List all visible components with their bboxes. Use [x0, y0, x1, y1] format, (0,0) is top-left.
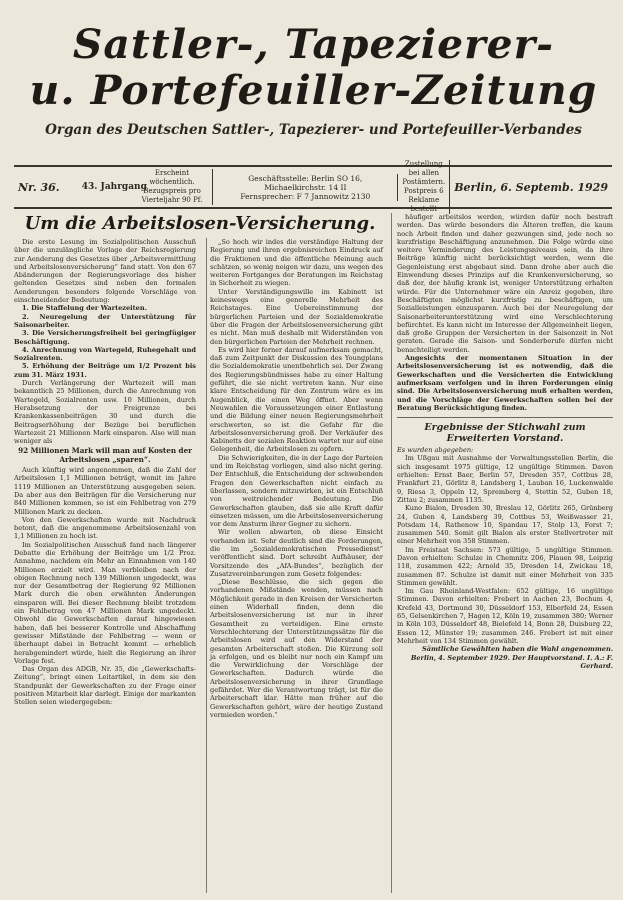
paragraph: Durch Verlängerung der Wartezeit will man bekanntlich 25 Millionen, durch die Anrechnung von Wartegeld, Sozialrenten usw. 10 Millionen, durch Herabsetzung der Freigrenze bei Krankenkassenbeiträgen 30 und durch die Beitragserhöhung der Bezüge bei beruflichen Wartezeit 21 Millionen Mark einsparen. Also will man weniger als [14, 379, 196, 446]
paragraph: Es wurden abgegeben: [397, 446, 474, 455]
section-divider [397, 417, 613, 418]
article-column-3 [391, 213, 613, 893]
paragraph: Angesichts der momentanen Situation in der Arbeitslosenversicherung ist es notwendig, daß die Gewerkschaften und die Versicherten die Entwicklung aufmerksam verfolgen und in ihren Forderungen einig sind. Die Arbeitslosenversicherung muß erhalten werden, und die Vorschläge der Gewerkschaften sollen bei der Beratung Berücksichtigung finden. [397, 354, 613, 412]
office-address-line1: Geschäftsstelle: Berlin SO 16, Michaelkirchstr. 14 II [248, 173, 363, 192]
masthead-title-line1: Sattler-, Tapezierer- [72, 21, 555, 68]
paragraph: Im Gau Rheinland-Westfalen: 652 gültige, 16 ungültige Stimmen. Davon erhielten: Frebert in Aachen 23, Bochum 4, Krefeld 43, Dortmund 30, Düsseldorf 153, Elberfeld 24, Essen 65, Gelsenkirchen 7, Hagen 12, Köln 19, zusammen 380; Werner in Köln 103, Düsseldorf 48, Bielefeld 14, Bonn 28, Duisburg 22, Essen 12, Münster 19; zusammen 246. Frebert ist mit einer Mehrheit von 134 Stimmen gewählt. [397, 587, 613, 645]
paragraph: Kuno Bialon, Dresden 30, Breslau 12, Görlitz 265, Grünberg 24, Guben 4, Landsberg 39, Cottbus 53, Weißwasser 21, Potsdam 14, Rathenow 10, Spandau 17, Stolp 13, Forst 7; zusammen 540. Somit gilt Bialon als erster Stellvertreter mit einer Mehrheit von 358 Stimmen. [397, 504, 613, 546]
paragraph: Im Freistaat Sachsen: 573 gültige, 5 ungültige Stimmen. Davon erhielten: Schulze in Chemnitz 206, Plauen 98, Leipzig 118, zusammen 422; Arnold 35, Dresden 14, Zwickau 18, zusammen 87. Schulze ist damit mit einer Mehrheit von 335 Stimmen gewählt. [397, 545, 613, 587]
paragraph: 3. Die Versicherungsfreiheit bei geringfügiger Beschäftigung. [14, 329, 196, 346]
paragraph: 2. Neuregelung der Unterstützung für Saisonarbeiter. [14, 312, 196, 329]
paragraph: Unter Verständigungswille im Kabinett ist keineswegs eine generelle Mehrheit des Reichstages. Eine Uebereinstimmung der bürgerlichen Parteien und der Sozialdemokratie über die Fragen der Arbeitslosenversicherung gibt es nicht. Man muß deshalb mit Widerständen von den bürgerlichen Parteien der Mehrheit rechnen. [210, 287, 383, 346]
signature: Sämtliche Gewählten haben die Wahl angenommen. Berlin, 4. September 1929. Der Hauptvorstand. I. A.: F. Gerhard. [410, 645, 613, 670]
office-address [213, 174, 398, 201]
paragraph: 1. Die Staffelung der Wartezeiten. [22, 304, 147, 313]
issue-number: Nr. 36. [18, 180, 60, 194]
paragraph: Von den Gewerkschaften wurde mit Nachdruck betont, daß die angenommene Arbeitslosenzahl von 1,1 Millionen zu hoch ist. [14, 515, 196, 541]
paragraph: Auch künftig wird angenommen, daß die Zahl der Arbeitslosen 1,1 Millionen beträgt, womit im Jahre 1119 Millionen an Unterstützung ausgegeben seien. Da aber aus den Beiträgen für die Versicherung nur 840 Millionen kommen, so ist ein Fehlbetrag von 279 Millionen Mark zu decken. [14, 466, 196, 516]
article-headline: Um die Arbeitslosen-Versicherung. [24, 213, 376, 234]
article-column-1 [14, 238, 200, 893]
paragraph: häufiger arbeitslos werden, würden dafür noch bestraft werden. Das würde besonders die Älteren treffen, die kaum noch Arbeit finden und daher gezwungen sind, jede noch so kurzfristige Beschäftigung anzunehmen. Die Folge würde eine weitere Verminderung des Leistungsniveaus sein, da ihre Beiträge künftig nicht berücksichtigt werden, wenn die Gegenleistung erst abgebaut sind. Dann drohe aber auch die Einwendung dieses Prinzips auf die Krankenversicherung, so daß der, der häufig krank ist, weniger Unterstützung erhalten würde. Für die Unternehmer wäre ein Anreiz gegeben, ihre Beschäftigten möglichst kurzfristig zu beschäftigen, um Sozialleistungen einzusparen. Auch bei der Neuregelung der Saisonarbeiterunterstützung wird eine Verschlechterung befürchtet. Es kann nicht im Interesse der Allgemeinheit liegen, daß große Gruppen der Versicherten in der Saisonzeit in Not geraten. Gerade die Saison- und Sonderberufe dürfen nicht benachteiligt werden. [397, 213, 613, 354]
paragraph: „So hoch wir indes die verständige Haltung der Regierung und ihren ergebnisreichen Eindruck auf die Fraktionen und die öffentliche Meinung auch schätzen, so wenig neigen wir dazu, uns wegen des weiteren Fortganges der Beratungen im Reichstag in Sicherheit zu wiegen. [210, 238, 383, 288]
paragraph: Im Sozialpolitischen Ausschuß fand nach längerer Debatte die Erhöhung der Beiträge um 1/2 Proz. Annahme, nachdem ein Mehr an Einnahmen von 140 Millionen erzielt wird. Man verbleiben nach der obigen Rechnung noch 139 Millionen ungedeckt, was nur der Gesamtbetrag der Regierung 92 Millionen Mark durch die oben erwähnten Änderungen einsparen will. Bei dieser Rechnung bleibt trotzdem ein Fehlbetrag von 47 Millionen Mark ungedeckt. Obwohl die Gewerkschaften darauf hingewiesen haben, daß bei besserer Kontrolle und Abschaffung gewisser Mißstände der Fehlbetrag — wenn er überhaupt dabei in Betracht kommt — erheblich herabgemindert würde, hielt die Regierung an ihrer Vorlage fest. [14, 540, 196, 665]
paragraph: 5. Erhöhung der Beiträge um 1/2 Prozent bis zum 31. März 1931. [14, 362, 196, 379]
paragraph: Es wird hier ferner darauf aufmerksam gemacht, daß zum Zeitpunkt der Diskussion des Youngplans die Sozialdemokratie unentbehrlich sei. Der Zwang des Regierungsbündnisses habe zu einer Haltung geführt, die sie nicht vertreten kann. Nur eine klare Entscheidung für den Zentrum wäre es im Augenblick, die einen Weg öffnet. Aber wenn Neuwahlen die Voraussetzungen einer Entlastung und die Bildung einer neuen Regierungsmehrheit erschwerten, so ist die Gefahr für die Arbeitslosenversicherung groß. Der Verkäufer des Kabinetts der sozialen Reaktion wartet nur auf eine Gelegenheit, die Arbeitslosen zu opfern. [210, 345, 383, 454]
section-heading-stichwahl: Ergebnisse der Stichwahl zum Erweiterten Vorstand. [424, 422, 586, 445]
delivery-note: Zustellung bei allen Postämtern. Postpreis 6 Reklame bestellt [398, 160, 450, 214]
office-address-line2: Fernsprecher: F 7 Jannowitz 2130 [240, 191, 371, 201]
paragraph: Die Schwierigkeiten, die in der Lage der Parteien und im Reichstag vorliegen, sind also nicht gering. Der Entschluß, die Entscheidung der schwebenden Fragen den Gewerkschaften nicht einfach zu überlassen, sondern mitzuwirken, ist ein Entschluß von weitreichender Bedeutung. Die Gewerkschaften glauben, daß sie alle Kraft dafür einsetzen müssen, um die Arbeitslosenversicherung vor dem Ansturm ihrer Gegner zu sichern. [210, 453, 383, 529]
paragraph: Wir wollen abwarten, ob diese Einsicht vorhanden ist. Sehr deutlich sind die Forderungen, die im „Sozialdemokratischen Pressedienst“ veröffentlicht sind. Dort schreibt Aufhäuser, der Vorsitzende des „AfA-Bundes“, bezüglich der Zusatzvereinbarungen zum Gesetz folgendes: [210, 528, 383, 578]
masthead [16, 14, 611, 156]
paragraph: „Diese Beschlüsse, die sich gegen die vorhandenen Mißstände wenden, müssen nach Möglichkeit gerade in den Kreisen der Versicherten einen Widerhall finden, denn die Arbeitslosenversicherung ist nur in ihrer Gesamtheit zu verteidigen. Eine ernste Verschlechterung der Unterstützungssätze für die Arbeitslosen wird auf den Widerstand der gesamten Arbeiterschaft stoßen. Die Kürzung soll ja erfolgen, und es bleibt nur noch ein Kampf um die Verwirklichung der Vorschläge der Gewerkschaften. Dadurch würde die Arbeitslosenversicherung in ihrer Grundlage gefährdet. Wer die Verantwortung trägt, ist für die Arbeiterschaft klar. Hätte man früher auf die Gewerkschaften gehört, wäre der heutige Zustand vermieden worden.“ [210, 578, 383, 719]
article-column-2 [206, 238, 386, 893]
paragraph: Das Organ des ADGB, Nr. 35, die „Gewerkschafts-Zeitung“, bringt einen Leitartikel, in dem sie den Standpunkt der Gewerkschaften zu der Frage einer positiven Mitarbeit klar darlegt. Einige der markanten Stellen seien wiedergegeben: [14, 665, 196, 707]
subscription-price: Erscheint wöchentlich. Bezugspreis pro Vierteljahr 90 Pf. [132, 169, 214, 205]
issue-date: Berlin, 6. Septemb. 1929 [454, 180, 608, 194]
issue-year: 43. Jahrgang [81, 181, 147, 192]
masthead-title-line2: u. Portefeuiller-Zeitung [29, 67, 598, 114]
masthead-subtitle: Organ des Deutschen Sattler-, Tapezierer- und Portefeuiller-Verbandes [45, 122, 582, 138]
highlight-statement: 92 Millionen Mark will man auf Kosten der Arbeitslosen „sparen“. [18, 446, 192, 464]
paragraph: 4. Anrechnung von Wartegeld, Ruhegehalt und Sozialrenten. [14, 345, 196, 363]
paragraph: Die erste Lesung im Sozialpolitischen Ausschuß über die unzulängliche Vorlage der Reichsregierung zur Aenderung des Gesetzes über „Arbeitsvermittlung und Arbeitslosenversicherung“ fand statt. Von den 67 Abänderungen der Regierungsvorlage des bisher geltenden Gesetzes sind neben den formalen Aenderungen besonders folgende Vorschläge von einschneidender Bedeutung: [14, 238, 196, 305]
paragraph: Im Ußgau mit Ausnahme der Verwaltungsstellen Berlin, die sich insgesamt 1975 gültige, 12 ungültige Stimmen. Davon erhielten: Ernst Baer, Berlin 57, Dresden 357, Cottbus 28, Frankfurt 21, Görlitz 8, Landsberg 1, Lauban 16, Luckenwalde 9, Riesa 3, Oppeln 12, Spremberg 4, Stettin 52, Guben 18, Zittau 2; zusammen 1135. [397, 454, 613, 504]
issue-info-bar [14, 160, 612, 213]
